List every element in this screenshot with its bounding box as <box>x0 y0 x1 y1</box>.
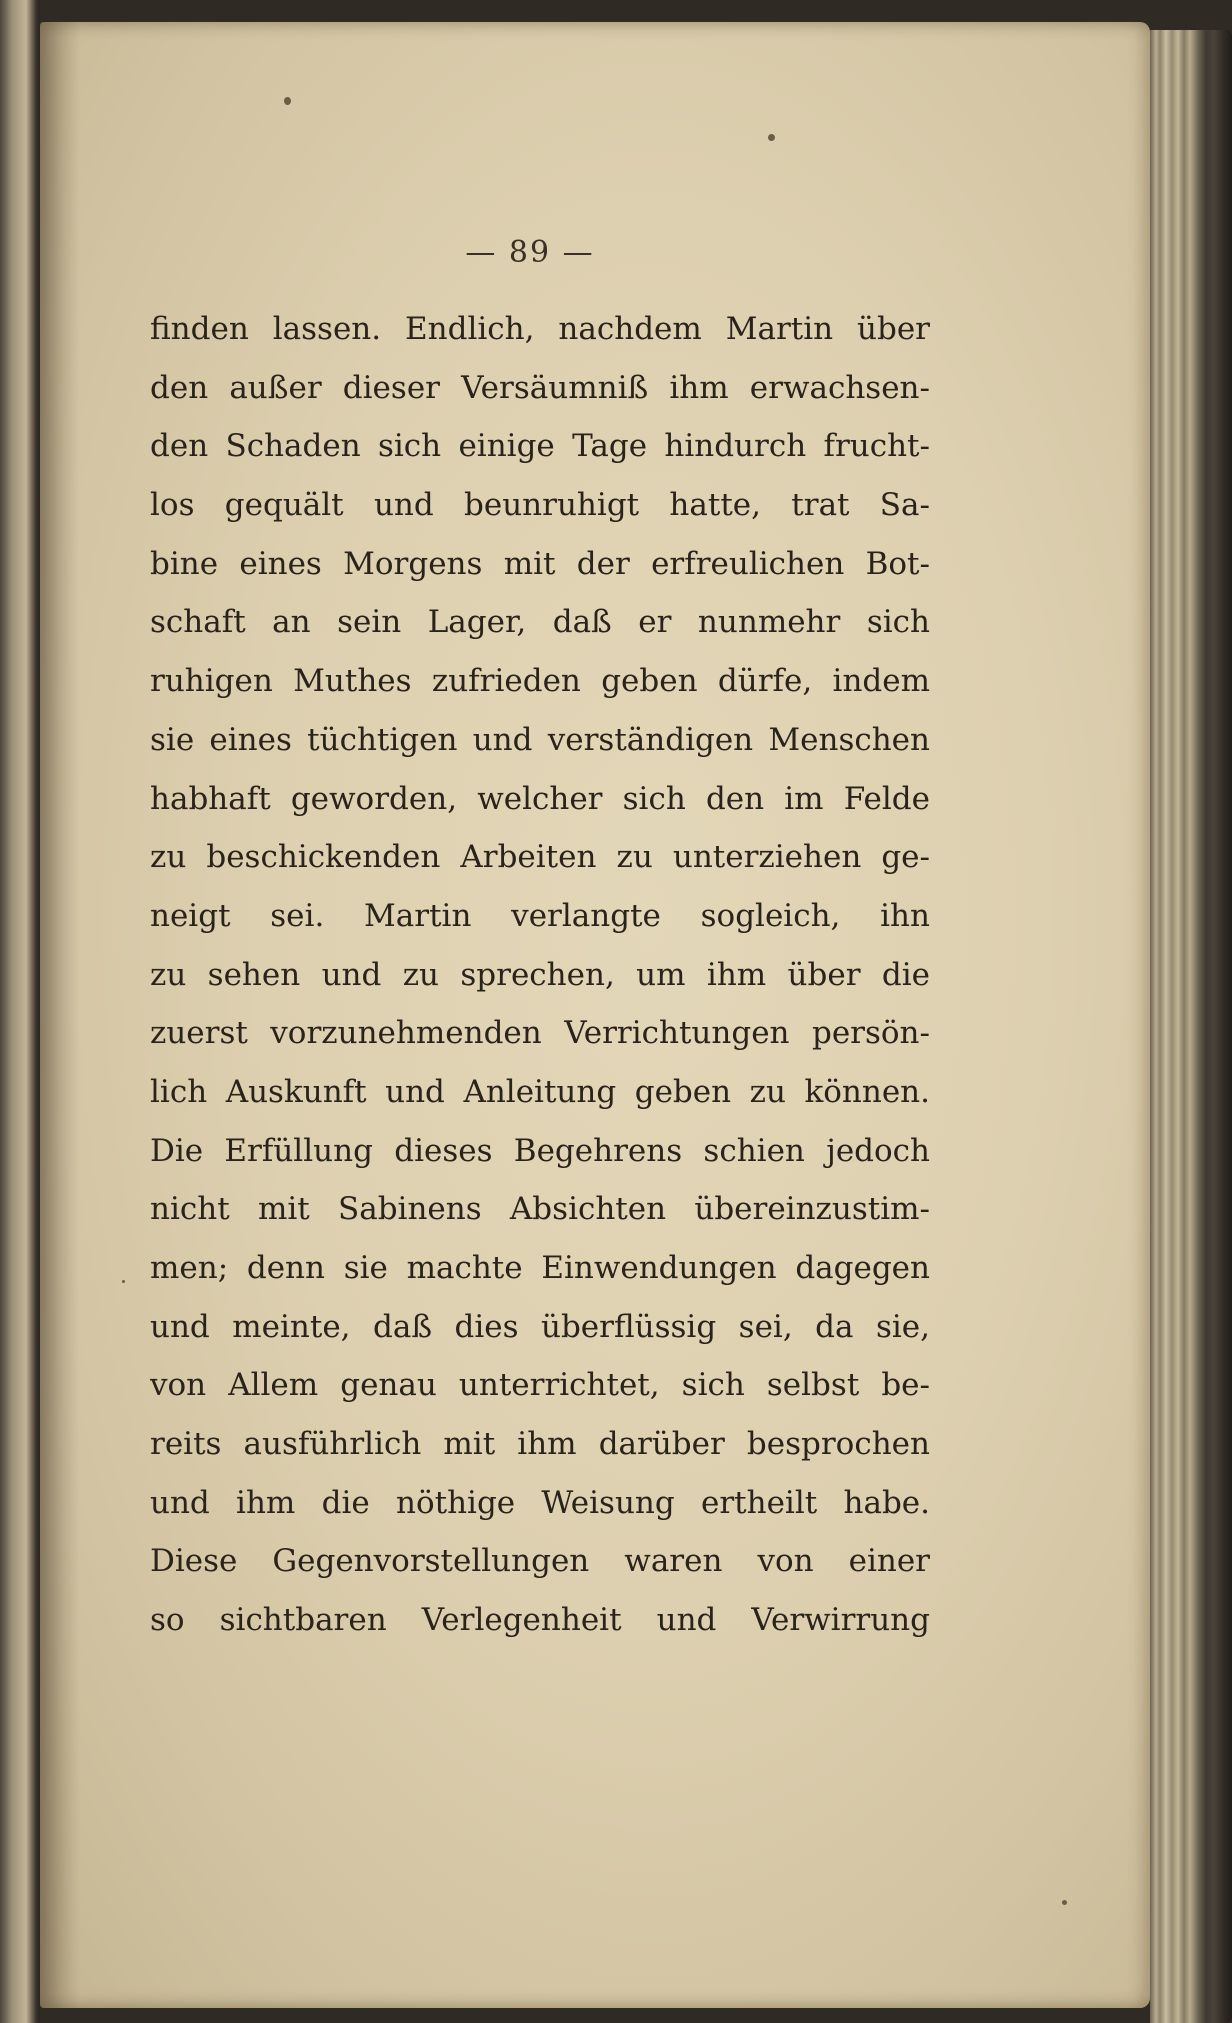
text-line: Die Erfüllung dieses Begehrens schien jedoch <box>150 1132 930 1169</box>
text-line: ruhigen Muthes zufrieden geben dürfe, indem <box>150 663 930 700</box>
paper-speck <box>768 134 775 141</box>
paper-speck <box>122 1280 125 1283</box>
text-line: den außer dieser Versäumniß ihm erwachsen- <box>150 369 930 406</box>
text-line: von Allem genau unterrichtet, sich selbst be- <box>150 1367 930 1404</box>
gutter-shadow <box>40 22 80 2008</box>
text-line: Diese Gegenvorstellungen waren von einer <box>150 1543 930 1580</box>
text-line: und ihm die nöthige Weisung ertheilt habe. <box>150 1484 930 1521</box>
text-line: los gequält und beunruhigt hatte, trat Sa- <box>150 487 930 524</box>
text-line: zu beschickenden Arbeiten zu unterziehen ge- <box>150 839 930 876</box>
body-text <box>150 300 930 1650</box>
paper-speck <box>284 97 291 105</box>
page-edges-binding <box>1150 30 1232 2023</box>
text-line: nicht mit Sabinens Absichten übereinzustim- <box>150 1191 930 1228</box>
text-line: sie eines tüchtigen und verständigen Menschen <box>150 721 930 758</box>
text-line: und meinte, daß dies überflüssig sei, da sie, <box>150 1308 930 1345</box>
text-line: lich Auskunft und Anleitung geben zu können. <box>150 1073 930 1110</box>
text-line: neigt sei. Martin verlangte sogleich, ihn <box>150 897 930 934</box>
text-line: schaft an sein Lager, daß er nunmehr sich <box>150 604 930 641</box>
left-page-edge <box>0 0 40 2023</box>
text-line: so sichtbaren Verlegenheit und Verwirrung <box>150 1602 930 1639</box>
text-line: reits ausführlich mit ihm darüber besprochen <box>150 1426 930 1463</box>
text-line: habhaft geworden, welcher sich den im Felde <box>150 780 930 817</box>
text-line: bine eines Morgens mit der erfreulichen Bot- <box>150 545 930 582</box>
paper-speck <box>1062 1900 1067 1905</box>
text-line: zuerst vorzunehmenden Verrichtungen persön- <box>150 1015 930 1052</box>
text-line: zu sehen und zu sprechen, um ihm über die <box>150 956 930 993</box>
page-number: — 89 — <box>465 235 595 270</box>
text-line: den Schaden sich einige Tage hindurch frucht- <box>150 428 930 465</box>
text-line: finden lassen. Endlich, nachdem Martin über <box>150 311 930 347</box>
text-line: men; denn sie machte Einwendungen dagegen <box>150 1250 930 1286</box>
